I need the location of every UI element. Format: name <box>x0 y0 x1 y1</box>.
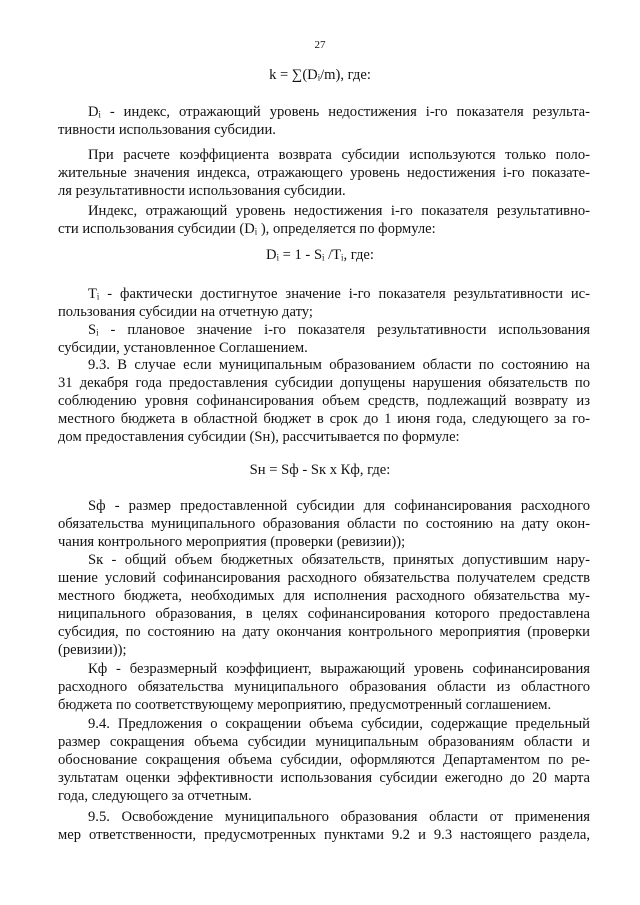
para-9-4-line-1: 9.4. Предложения о сокращении объема субсидии, содержащие предельный <box>88 716 590 732</box>
formula-sn: Sн = Sф - Sк х Кф, где: <box>249 462 391 478</box>
para-sk-line-1: Sк - общий объем бюджетных обязательств, принятых допустившим нару- <box>88 552 590 568</box>
para-sk-line-5: субсидия, по состоянию на дату окончания контрольного мероприятия (проверки <box>58 624 590 640</box>
formula-d: Dᵢ = 1 - Sᵢ /Tᵢ, где: <box>266 247 374 263</box>
para-9-3-line-1: 9.3. В случае если муниципальным образованием области по состоянию на <box>88 357 590 373</box>
para-calc-line-2: жительные значения индекса, отражающего уровень недостижения i-го показате- <box>58 165 590 181</box>
para-kf-line-2: расходного обязательства муниципального образования области из областного <box>58 679 590 695</box>
para-9-4-line-5: года, следующего за отчетным. <box>58 788 252 804</box>
para-9-3-line-2: 31 декабря года предоставления субсидии допущены нарушения обязательств по <box>58 375 590 391</box>
para-sf-line-1: Sф - размер предоставленной субсидии для софинансирования расходного <box>88 498 590 514</box>
para-calc-line-1: При расчете коэффициента возврата субсидии используются только поло- <box>88 147 590 163</box>
para-9-5-line-2: мер ответственности, предусмотренных пунктами 9.2 и 9.3 настоящего раздела, <box>58 827 590 843</box>
formula-k: k = ∑(Dᵢ/m), где: <box>269 67 371 83</box>
para-sf-line-2: обязательства муниципального образования области по состоянию на дату окон- <box>58 516 590 532</box>
para-calc-line-3: ля результативности использования субсидии. <box>58 183 346 199</box>
para-s-line-2: субсидии, установленное Соглашением. <box>58 340 308 356</box>
page-number: 27 <box>314 39 326 51</box>
para-t-line-1: Tᵢ - фактически достигнутое значение i-го показателя результативности ис- <box>88 286 590 302</box>
para-9-3-line-3: соблюдению уровня софинансирования объем средств, подлежащий возврату из <box>58 393 590 409</box>
para-sk-line-2: шение условий софинансирования расходного обязательства получателем средств <box>58 570 590 586</box>
para-9-3-line-4: местного бюджета в областной бюджет в срок до 1 июня года, следующего за го- <box>58 411 590 427</box>
para-9-4-line-2: размер сокращения объема субсидии муниципальным образованиям области и <box>58 734 590 750</box>
para-9-5-line-1: 9.5. Освобождение муниципального образования области от применения <box>88 809 590 825</box>
para-sf-line-3: чания контрольного мероприятия (проверки (ревизии)); <box>58 534 406 550</box>
para-t-line-2: пользования субсидии на отчетную дату; <box>58 304 313 320</box>
para-sk-line-6: (ревизии)); <box>58 642 127 658</box>
para-sk-line-3: местного бюджета, необходимых для исполнения расходного обязательства му- <box>58 588 590 604</box>
para-di-line-2: тивности использования субсидии. <box>58 122 276 138</box>
para-9-4-line-3: обоснование сокращения объема субсидии, оформляются Департаментом по ре- <box>58 752 590 768</box>
para-s-line-1: Sᵢ - плановое значение i-го показателя результативности использования <box>88 322 590 338</box>
para-sk-line-4: ниципального образования, в целях софинансирования которого предоставлена <box>58 606 590 622</box>
para-index-line-1: Индекс, отражающий уровень недостижения i-го показателя результативно- <box>88 203 590 219</box>
para-9-3-line-5: дом предоставления субсидии (Sн), рассчитывается по формуле: <box>58 429 460 445</box>
para-9-4-line-4: зультатам оценки эффективности использования субсидии ежегодно до 20 марта <box>58 770 590 786</box>
para-index-line-2: сти использования субсидии (Dᵢ ), определяется по формуле: <box>58 221 436 237</box>
para-kf-line-3: бюджета по соответствующему мероприятию, предусмотренный соглашением. <box>58 697 552 713</box>
para-di-line-1: Dᵢ - индекс, отражающий уровень недостижения i-го показателя результа- <box>88 104 590 120</box>
para-kf-line-1: Кф - безразмерный коэффициент, выражающий уровень софинансирования <box>88 661 590 677</box>
